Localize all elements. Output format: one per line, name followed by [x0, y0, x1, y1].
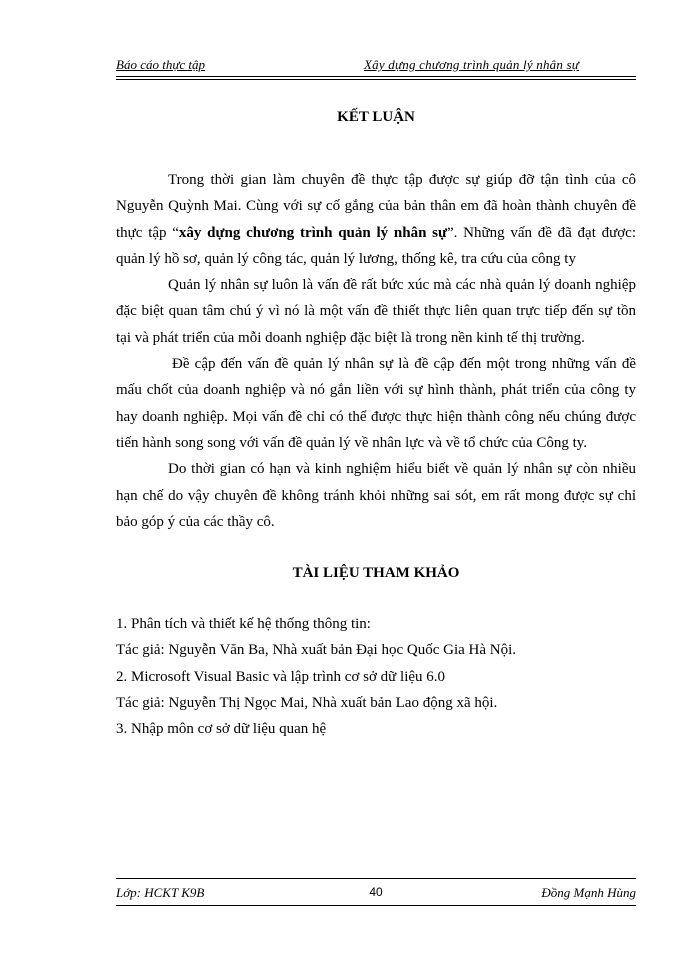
conclusion-paragraph-4: [116, 456, 636, 535]
conclusion-paragraph-2: [116, 272, 636, 351]
conclusion-p4-text: Do thời gian có hạn và kinh nghiệm hiểu biết về quản lý nhân sự còn nhiều hạn chế do vậy chuyên đề không tránh khỏi những sai sót, em rất mong được sự chỉ bảo góp ý của các thầy cô.: [116, 461, 636, 530]
conclusion-p3-text: Đề cập đến vấn đề quản lý nhân sự là đề cập đến một trong những vấn đề mấu chốt của doanh nghiệp và nó gắn liền với sự hình thành, phát triển của công ty hay doanh nghiệp. Mọi vấn đề chỉ có thể được thực hiện thành công nếu chúng được tiến hành song song với vấn đề quản lý về nhân lực và về tổ chức của Công ty.: [116, 356, 636, 451]
header-left-text: Báo cáo thực tập: [116, 57, 206, 72]
reference-line: 1. Phân tích và thiết kế hệ thống thông tin:: [116, 616, 371, 633]
footer-divider: [116, 905, 636, 906]
conclusion-p1-text-a: Trong thời gian làm chuyên đề thực tập được sự giúp đỡ tận tình của cô Nguyễn Quỳnh Mai. Cùng với sự cố gắng của bản thân em đã hoàn thành chuyên đề thực tập “: [116, 172, 636, 241]
references-list: [116, 611, 636, 742]
header-right-text: Xây dựng chương trình quản lý nhân sự: [364, 57, 580, 72]
conclusion-p1-bold-text: xây dựng chương trình quản lý nhân sự: [178, 224, 447, 241]
reference-line: Tác giả: Nguyễn Văn Ba, Nhà xuất bản Đại học Quốc Gia Hà Nội.: [116, 642, 517, 659]
page-footer: [116, 878, 636, 905]
page-number: 40: [369, 885, 383, 899]
footer-author-text: Đồng Mạnh Hùng: [541, 885, 636, 900]
footer-class-text: Lớp: HCKT K9B: [116, 885, 205, 900]
references-title: TÀI LIỆU THAM KHẢO: [292, 565, 460, 582]
conclusion-p1-text-b: ”. Những vấn đề đã đạt được: quản lý hồ sơ, quản lý công tác, quản lý lương, thống kê, tra cứu của công ty: [116, 224, 636, 267]
conclusion-p2-text: Quản lý nhân sự luôn là vấn đề rất bức xúc mà các nhà quản lý doanh nghiệp đặc biệt quan tâm chú ý vì nó là một vấn đề thiết thực liên quan trực tiếp đến sự tồn tại và phát triển của mỗi doanh nghiệp đặc biệt là trong nền kinh tế thị trường.: [116, 277, 636, 346]
page-header: [116, 56, 636, 77]
page-content: [116, 107, 636, 743]
conclusion-paragraph-3: [116, 351, 636, 456]
conclusion-title: KẾT LUẬN: [337, 109, 415, 125]
reference-line: 2. Microsoft Visual Basic và lập trình cơ sở dữ liệu 6.0: [116, 668, 446, 685]
conclusion-paragraph-1: [116, 167, 636, 272]
reference-line: 3. Nhập môn cơ sở dữ liệu quan hệ: [116, 721, 327, 738]
header-divider: [116, 79, 636, 80]
reference-line: Tác giả: Nguyễn Thị Ngọc Mai, Nhà xuất bản Lao động xã hội.: [116, 695, 498, 712]
